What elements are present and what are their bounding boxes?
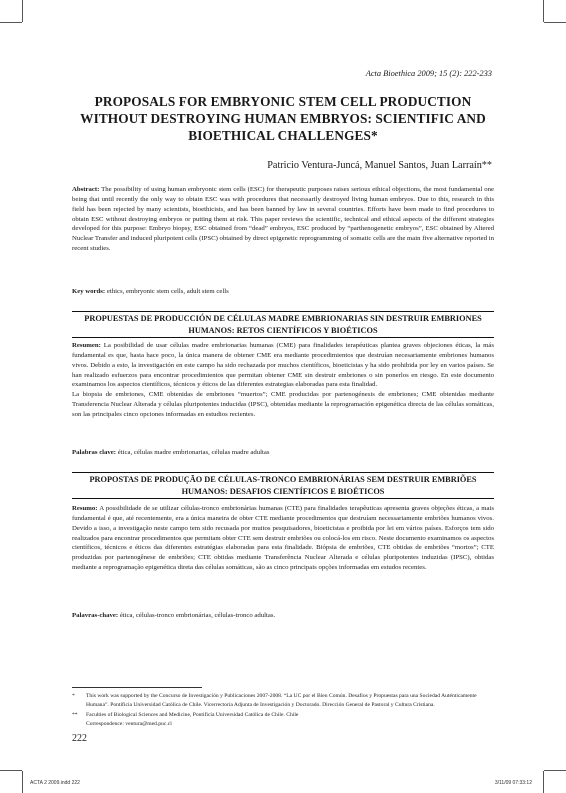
keywords-label: Key words:	[72, 288, 106, 295]
resumo-text: A possibilidade de se utilizar células-tronco embrionárias humanas (CTE) para finalidades terapêuticas apresenta graves objeções éticas, a mais fundamental é que, até recentemente, era a única maneira de obter CTE mediante procedimentos que destruíam necessariamente embriões humanos vivos. Devido a isso, a investigação neste campo tem sido recusada por muitos pesquisadores, bioeticistas e proibida por lei em vários países. Esforços tem sido realizados para encontrar procedimentos que permitam obter CTE sem destruir embriões ou colocá-los em risco. Neste documento examinamos os aspectos científicos, técnicos e éticos das diferentes estratégias elaboradas para esta finalidade. Biópsia de embriões, CTE obtidas de embriões “mortos”; CTE produzidas por partenogênese de embriões; CTE obtidas mediante Transferência Nuclear Alterada e células pluripotentes induzidas (IPSC), obtidas mediante a reprogramação epigenética direta das células somáticas, são as cinco principais opções informadas em estudos recentes.	[72, 505, 494, 572]
footnote-text: Faculties of Biological Sciences and Medicine, Pontificia Universidad Católica de Chile. Chile	[86, 712, 299, 719]
journal-reference: Acta Bioethica 2009; 15 (2): 222-233	[365, 69, 492, 78]
footnote-text: This work was supported by the Concurso de Investigación y Publicaciones 2007-2008. “La UC por el Bien Común. Desafíos y Propuestas para una Sociedad Auténticamente Humana”. Pontificia Universidad Católica de Chile. Vicerrectoría Adjunta de Investigación y Doctorado. Dirección General de Pastoral y Cultura Cristiana.	[86, 693, 477, 708]
abstract-label: Abstract:	[72, 186, 100, 193]
footnote	[72, 692, 494, 709]
spanish-abstract	[72, 341, 494, 420]
crop-mark	[22, 771, 23, 793]
resumen-text-2: La biopsia de embriones, CME obtenidas de embriones “muertos”; CME producidas por partenogénesis de embriones; CME obtenidas mediante Transferencia Nuclear Alterada y células pluripotentes inducidas (IPSC), obtenidas mediante la reprogramación epigenética directa de las células somáticas, son las principales cinco opciones informadas en estudios recientes.	[72, 391, 494, 418]
spanish-keywords	[72, 449, 270, 456]
spanish-heading: PROPUESTAS DE PRODUCCIÓN DE CÉLULAS MADRE EMBRIONARIAS SIN DESTRUIR EMBRIONES HUMANOS: RETOS CIENTÍFICOS Y BIOÉTICOS	[72, 311, 494, 338]
palabras-clave-label: Palabras clave:	[72, 449, 117, 456]
resumen-label: Resumen:	[72, 342, 101, 349]
crop-mark	[544, 22, 566, 23]
crop-mark	[0, 770, 22, 771]
palavras-chave-text: ética, células-tronco embrionárias, células-tronco adultas.	[118, 612, 276, 619]
correspondence-email: Correspondence: ventura@med.puc.cl	[86, 721, 172, 728]
author-list: Patricio Ventura-Juncá, Manuel Santos, Juan Larraín**	[267, 160, 492, 171]
crop-mark	[543, 771, 544, 793]
portuguese-keywords	[72, 612, 275, 619]
english-keywords	[72, 288, 229, 295]
abstract-text: The possibility of using human embryonic stem cells (ESC) for therapeutic purposes raises serious ethical objections, the most fundamental one being that until recently the only way to obtain ESC was with procedures that necessarily destroyed living human embryos. Due to this, research in this field has been rejected by many scientists, bioethicists, and has been banned by law in several countries. Efforts have been made to find procedures to obtain ESC without destroying embryos or putting them at risk. This paper reviews the scientific, technical and ethical aspects of the different strategies developed for this purpose: Embryo biopsy, ESC obtained from “dead” embryos, ESC produced by “parthenogenetic embryos”, ESC obtained by Altered Nuclear Transfer and induced pluripotent cells (IPSC) obtained by direct epigenetic reprogramming of somatic cells are the main five alternative reported in recent studies.	[72, 186, 494, 253]
crop-mark	[544, 770, 566, 771]
print-slug-file: ACTA 2 2009.indd 222	[30, 780, 80, 786]
palavras-chave-label: Palavras-chave:	[72, 612, 119, 619]
portuguese-heading: PROPOSTAS DE PRODUÇÃO DE CÉLULAS-TRONCO EMBRIONÁRIAS SEM DESTRUIR EMBRIÕES HUMANOS: DESAFIOS CIENTÍFICOS E BIOÉTICOS	[72, 472, 494, 499]
footnote	[72, 711, 494, 728]
palabras-clave-text: ética, células madre embrionarias, células madre adultas	[116, 449, 270, 456]
resumen-text: La posibilidad de usar células madre embrionarias humanas (CME) para finalidades terapéuticas plantea graves objeciones éticas, la más fundamental es que, hasta hace poco, la única manera de obtener CME era mediante procedimientos que destruían necesariamente embriones humanos vivos. Debido a esto, la investigación en este campo ha sido rechazada por muchos científicos, bioeticistas y ha sido prohibida por ley en varios países. Se han realizado esfuerzos para encontrar procedimientos que permitan obtener CME sin destruir embriones o sin ponerlos en riesgo. En este documento examinamos los aspectos científicos, técnicos y éticos de las diferentes estrategias elaboradas para esta finalidad.	[72, 342, 494, 389]
footnotes	[72, 692, 494, 731]
footnote-mark: **	[72, 712, 78, 719]
article-title: PROPOSALS FOR EMBRYONIC STEM CELL PRODUCTION WITHOUT DESTROYING HUMAN EMBRYOS: SCIENTIFIC AND BIOETHICAL CHALLENGES*	[80, 94, 486, 143]
keywords-text: ethics, embryonic stem cells, adult stem cells	[105, 288, 229, 295]
crop-mark	[0, 22, 22, 23]
english-abstract	[72, 185, 494, 254]
portuguese-abstract	[72, 504, 494, 573]
footnote-rule	[72, 687, 202, 688]
resumo-label: Resumo:	[72, 505, 98, 512]
crop-mark	[543, 0, 544, 22]
footnote-mark: *	[72, 693, 75, 699]
page-number: 222	[72, 733, 87, 744]
crop-mark	[22, 0, 23, 22]
print-slug-timestamp: 3/11/09 07:33:12	[494, 780, 532, 786]
